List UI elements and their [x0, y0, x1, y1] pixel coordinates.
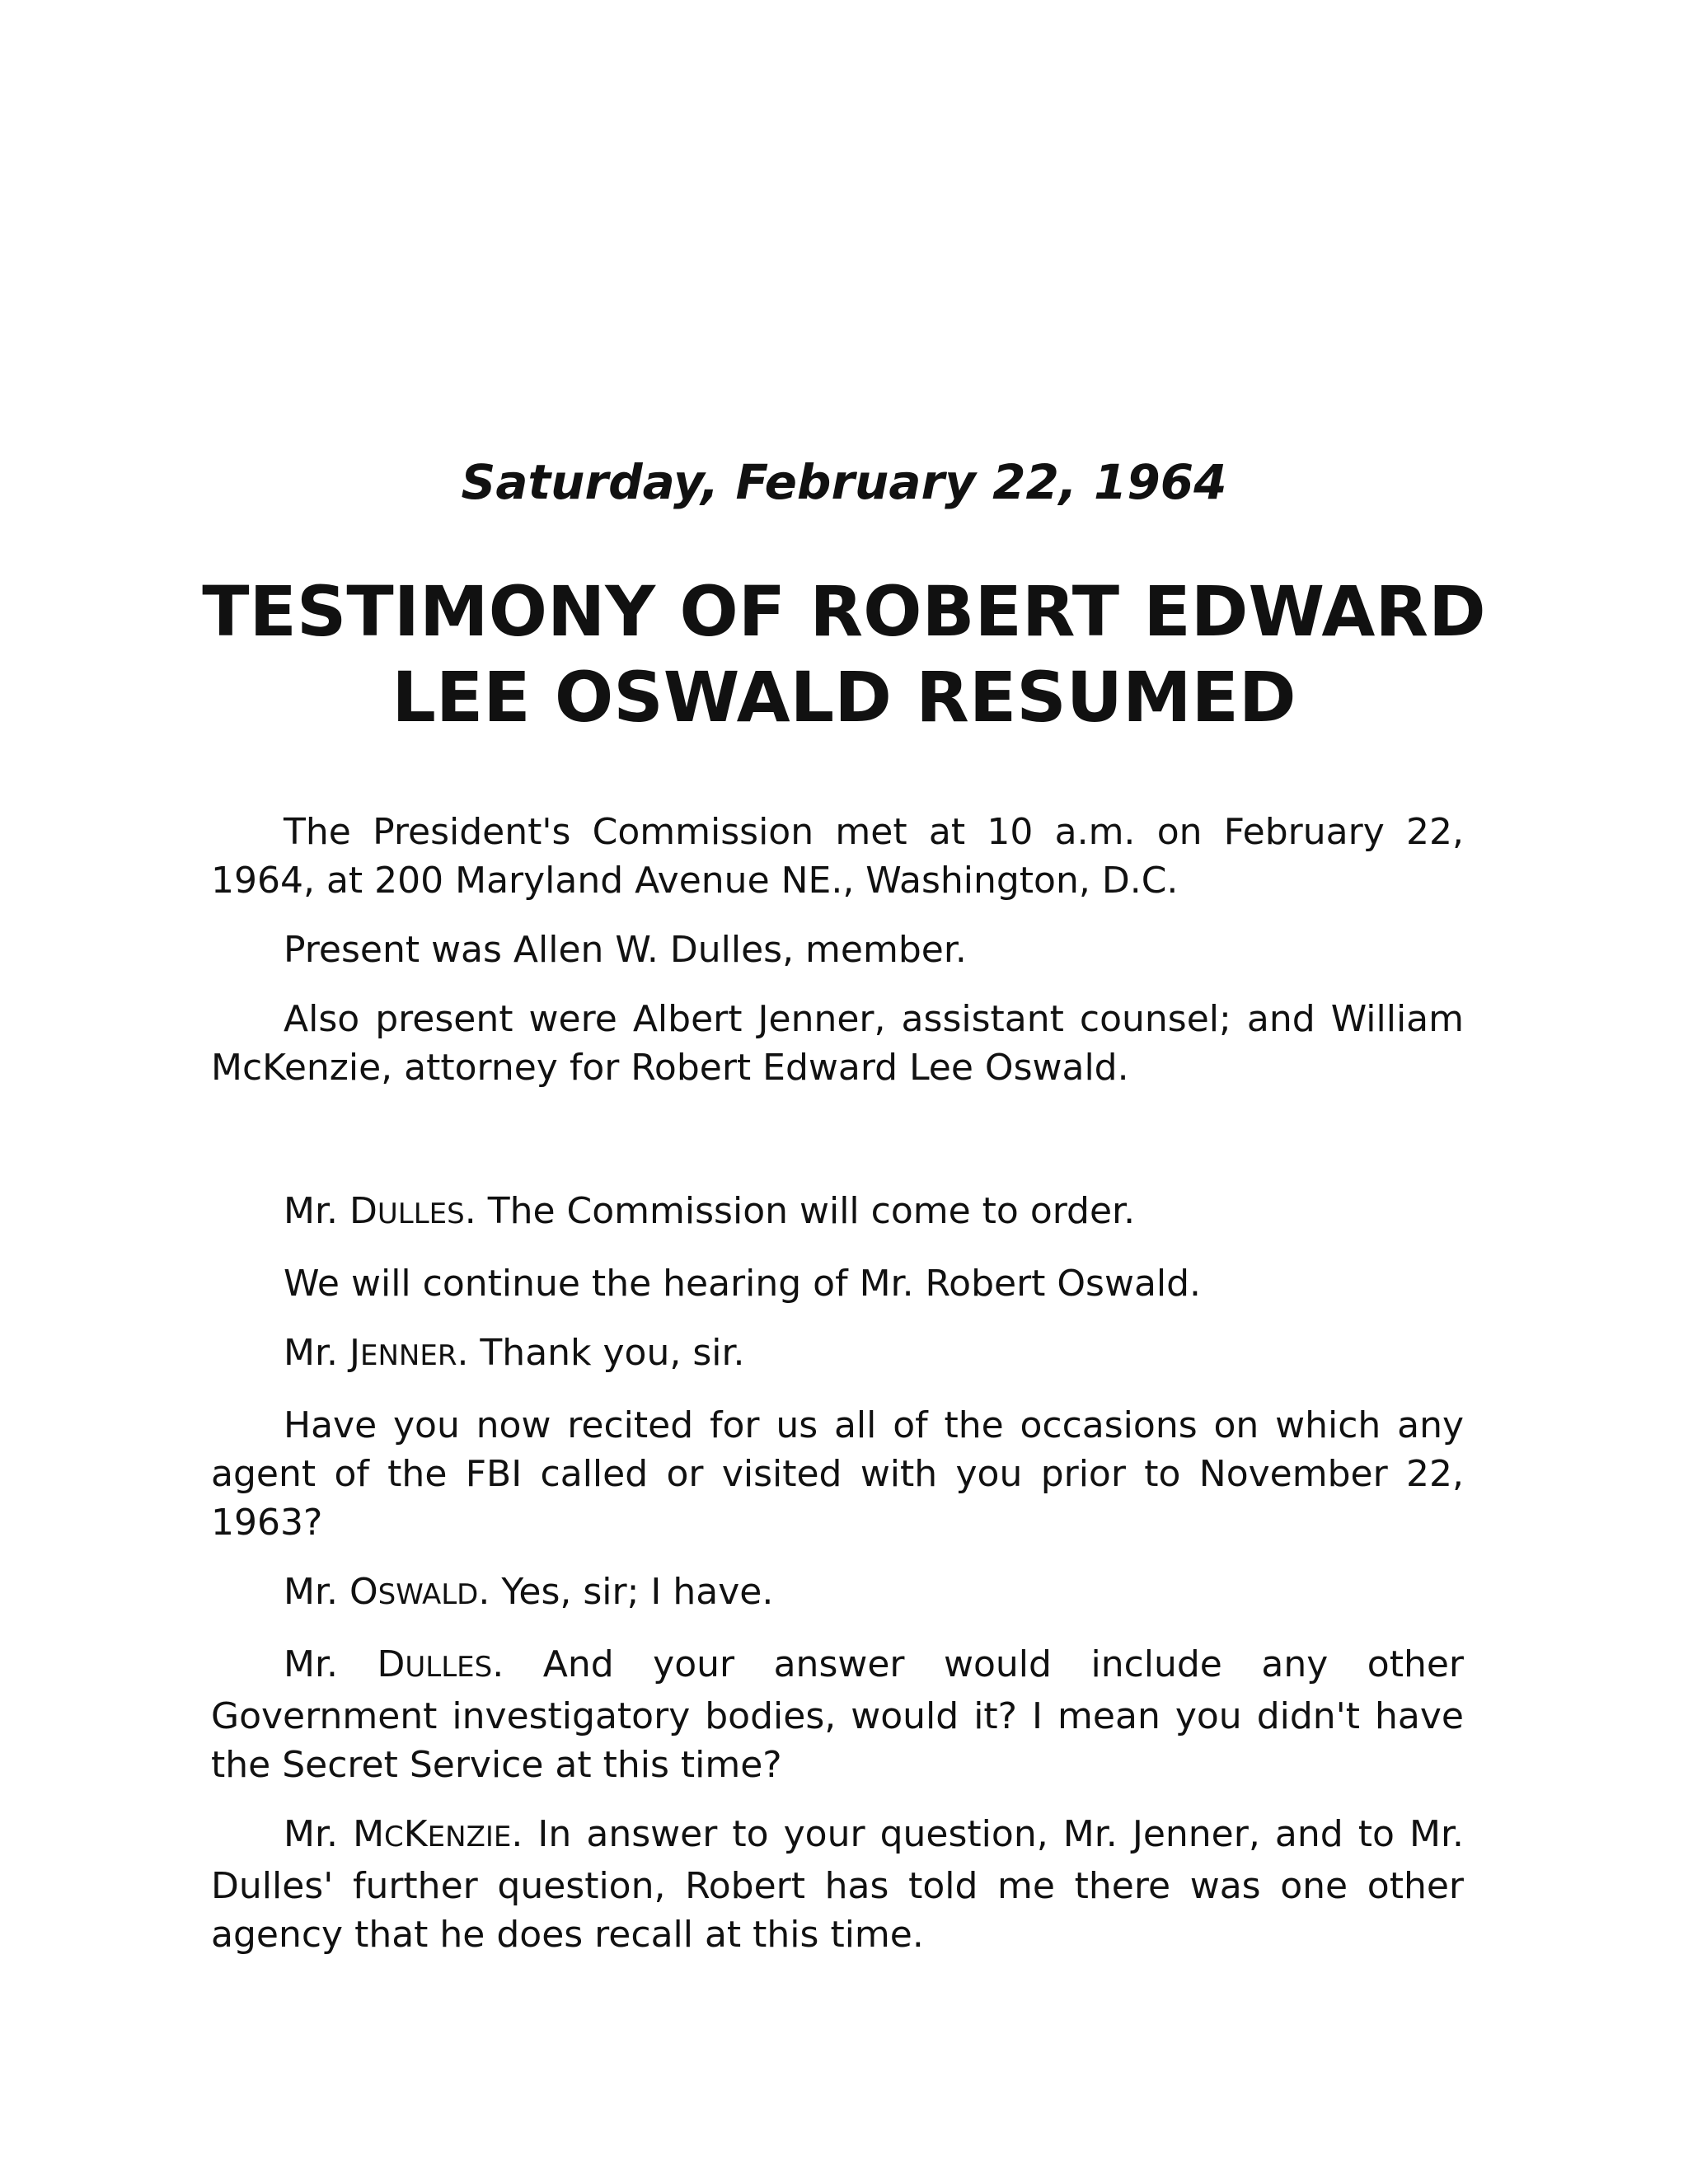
speaker-initial-2: K [403, 1813, 428, 1855]
speaker-initial: J [349, 1332, 360, 1374]
speaker-prefix: Mr. [284, 1332, 349, 1374]
intro-paragraph: The President's Commission met at 10 a.m. on February 22, 1964, at 200 Maryland Avenue NE., Washington, D.C. [211, 811, 1464, 902]
speech-text: . In answer to your question, Mr. Jenner, and to Mr. Dulles' further question, Robert has told me there was one other agency that he does recall at this time. [211, 1813, 1464, 1956]
section-gap [211, 1113, 1464, 1187]
speaker-prefix: Mr. [284, 1190, 349, 1232]
title-line-1: TESTIMONY OF ROBERT EDWARD [202, 571, 1486, 652]
speaker-initial: D [349, 1190, 377, 1232]
speaker-paragraph [211, 1187, 1464, 1239]
session-date: Saturday, February 22, 1964 [461, 454, 1227, 510]
intro-paragraph: Also present were Albert Jenner, assistant counsel; and William McKenzie, attorney for Robert Edward Lee Oswald. [211, 998, 1464, 1089]
title-line-2: LEE OSWALD RESUMED [392, 657, 1296, 738]
speaker-prefix: Mr. [284, 1813, 354, 1855]
speech-text: . Thank you, sir. [457, 1332, 745, 1374]
speaker-name-smallcaps-mid: C [384, 1821, 404, 1854]
speaker-name-smallcaps: ENZIE [427, 1821, 512, 1854]
continuation-paragraph: Have you now recited for us all of the occasions on which any agent of the FBI called or visited with you prior to November 22, 1963? [211, 1404, 1464, 1544]
speech-text: . And your answer would include any other Government investigatory bodies, would it? I mean you didn't have the Secret Service at this time? [211, 1643, 1464, 1786]
speech-text: . The Commission will come to order. [464, 1190, 1136, 1232]
page-title [0, 569, 1688, 740]
speaker-name-smallcaps: ULLES [377, 1197, 465, 1230]
speaker-paragraph [211, 1640, 1464, 1789]
speaker-name-smallcaps: SWALD [377, 1578, 479, 1611]
speaker-initial: M [353, 1813, 385, 1855]
speaker-name-smallcaps: ENNER [359, 1339, 457, 1372]
speaker-prefix: Mr. [284, 1643, 377, 1685]
speaker-paragraph [211, 1810, 1464, 1959]
speaker-initial: D [377, 1643, 406, 1685]
continuation-paragraph: We will continue the hearing of Mr. Robert Oswald. [284, 1263, 1202, 1305]
speaker-initial: O [349, 1571, 378, 1613]
intro-paragraph: Present was Allen W. Dulles, member. [284, 929, 967, 971]
speaker-name-smallcaps: ULLES [405, 1651, 493, 1684]
speech-text: . Yes, sir; I have. [478, 1571, 774, 1613]
speaker-prefix: Mr. [284, 1571, 349, 1613]
speaker-paragraph [211, 1568, 1464, 1619]
testimony-body [211, 808, 1464, 1980]
speaker-paragraph [211, 1329, 1464, 1380]
